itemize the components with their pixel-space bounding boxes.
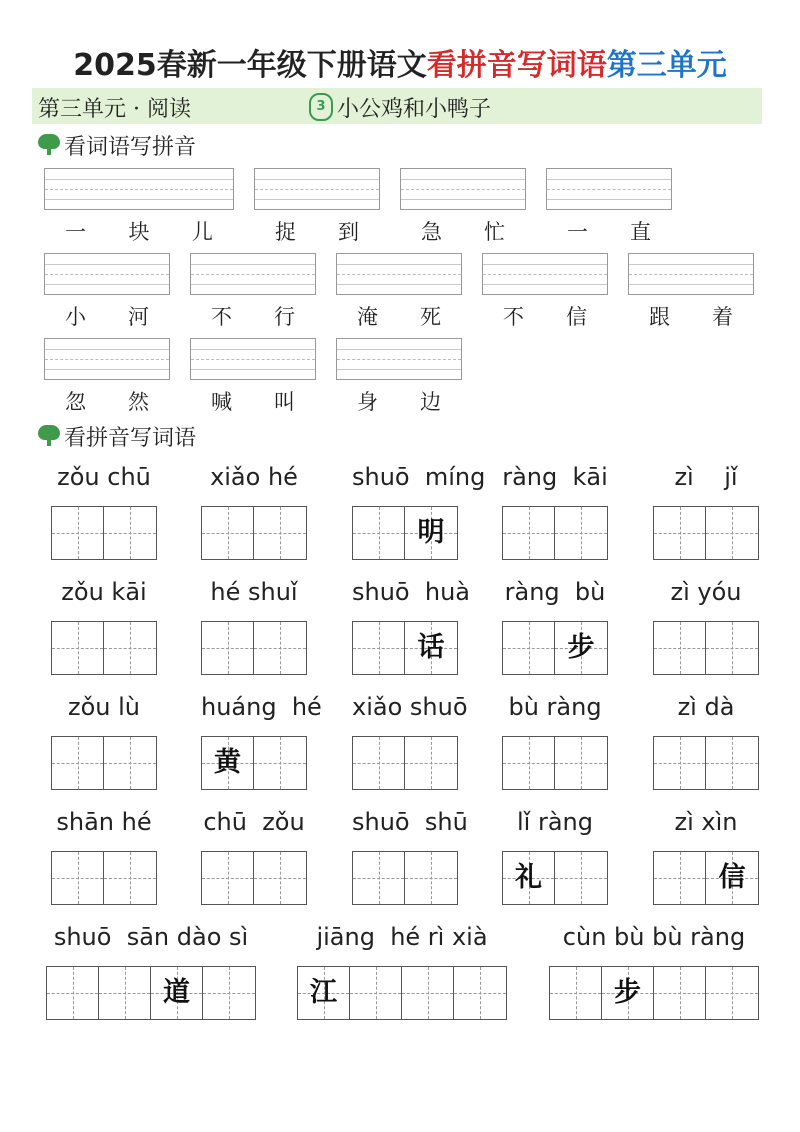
pinyin-label: chū zǒu — [203, 808, 305, 836]
word-character: 行 — [274, 305, 295, 329]
pinyin-label: shuō míng — [352, 463, 486, 491]
character-cell[interactable] — [254, 622, 306, 674]
given-character: 明 — [417, 517, 445, 548]
word-character: 直 — [630, 220, 651, 244]
pinyin-writing-box[interactable] — [400, 168, 526, 210]
tree-icon — [38, 425, 60, 447]
character-cell[interactable] — [104, 507, 156, 559]
tianzige-grid — [352, 506, 458, 560]
character-cell[interactable] — [706, 622, 758, 674]
word-character: 一 — [567, 220, 588, 244]
word-character: 忽 — [65, 390, 86, 414]
character-cell[interactable] — [353, 507, 405, 559]
character-cell[interactable] — [254, 507, 306, 559]
word-character: 河 — [128, 305, 149, 329]
tianzige-grid — [352, 736, 458, 790]
character-cell[interactable] — [202, 852, 254, 904]
word-character: 块 — [128, 220, 150, 244]
tianzige-grid — [653, 736, 759, 790]
tianzige-grid — [502, 851, 608, 905]
pinyin-label: shuō shū — [352, 808, 468, 836]
given-character: 黄 — [214, 747, 241, 778]
tianzige-grid — [653, 851, 759, 905]
character-cell[interactable] — [298, 967, 350, 1019]
tree-icon — [38, 134, 60, 156]
pinyin-writing-box[interactable] — [190, 253, 316, 295]
pinyin-label: lǐ ràng — [517, 808, 593, 836]
pinyin-label: hé shuǐ — [210, 578, 298, 606]
given-character: 江 — [310, 977, 337, 1008]
character-cell[interactable] — [550, 967, 602, 1019]
pinyin-label: jiāng hé rì xià — [316, 923, 488, 951]
pinyin-label: zǒu kāi — [61, 578, 147, 606]
given-character: 信 — [718, 862, 746, 893]
pinyin-label: zì yóu — [670, 578, 742, 606]
character-cell[interactable] — [353, 737, 405, 789]
pinyin-label: zǒu chū — [57, 463, 151, 491]
tianzige-grid — [502, 736, 608, 790]
word-character: 到 — [338, 220, 359, 244]
character-cell[interactable] — [52, 852, 104, 904]
word-character: 忙 — [484, 220, 505, 244]
given-character: 话 — [417, 632, 445, 663]
pinyin-writing-box[interactable] — [190, 338, 316, 380]
character-cell[interactable] — [104, 737, 156, 789]
character-cell[interactable] — [52, 737, 104, 789]
word-character: 喊 — [211, 390, 232, 414]
word-character: 淹 — [357, 305, 378, 329]
pinyin-label: shuō sān dào sì — [53, 923, 249, 951]
tianzige-grid — [51, 621, 157, 675]
character-cell[interactable] — [254, 852, 306, 904]
given-character: 礼 — [515, 862, 542, 893]
pinyin-label: shān hé — [56, 808, 152, 836]
word-character: 信 — [566, 305, 587, 329]
tianzige-grid — [502, 621, 608, 675]
pinyin-writing-box[interactable] — [482, 253, 608, 295]
pinyin-label: ràng kāi — [502, 463, 608, 491]
pinyin-writing-box[interactable] — [336, 253, 462, 295]
pinyin-label: shuō huà — [352, 578, 470, 606]
character-cell[interactable] — [503, 507, 555, 559]
character-cell[interactable] — [555, 737, 607, 789]
lesson-title: 小公鸡和小鸭子 — [337, 97, 492, 122]
character-cell[interactable] — [654, 737, 706, 789]
character-cell[interactable] — [350, 967, 402, 1019]
pinyin-label: zì jǐ — [674, 463, 738, 491]
character-cell[interactable] — [706, 507, 758, 559]
character-cell[interactable] — [99, 967, 151, 1019]
title-topic: 看拼音写词语 — [426, 48, 607, 83]
word-character: 一 — [65, 220, 87, 244]
pinyin-writing-box[interactable] — [254, 168, 380, 210]
word-character: 急 — [421, 220, 442, 244]
character-cell[interactable] — [405, 507, 457, 559]
word-character: 叫 — [274, 390, 295, 414]
character-cell[interactable] — [405, 852, 457, 904]
character-cell[interactable] — [503, 737, 555, 789]
tianzige-grid — [201, 506, 307, 560]
tianzige-grid — [352, 621, 458, 675]
character-cell[interactable] — [602, 967, 654, 1019]
character-cell[interactable] — [202, 622, 254, 674]
word-character: 死 — [420, 305, 441, 329]
character-cell[interactable] — [654, 507, 706, 559]
character-cell[interactable] — [47, 967, 99, 1019]
character-cell[interactable] — [353, 852, 405, 904]
section-pinyin-to-words: 看拼音写词语 — [64, 426, 197, 451]
title-grade: 2025春新一年级下册语文 — [73, 48, 427, 83]
page-title — [0, 40, 800, 84]
word-character: 然 — [128, 390, 149, 414]
pinyin-label: zǒu lù — [68, 693, 140, 721]
pinyin-writing-box[interactable] — [44, 253, 170, 295]
character-cell[interactable] — [654, 852, 706, 904]
tianzige-grid — [502, 506, 608, 560]
character-cell[interactable] — [202, 737, 254, 789]
character-cell[interactable] — [405, 622, 457, 674]
character-cell[interactable] — [254, 737, 306, 789]
character-cell[interactable] — [405, 737, 457, 789]
character-cell[interactable] — [402, 967, 454, 1019]
pinyin-label: xiǎo shuō — [352, 693, 468, 721]
pinyin-label: huáng hé — [201, 693, 322, 721]
word-character: 小 — [65, 305, 86, 329]
tianzige-grid — [51, 736, 157, 790]
character-cell[interactable] — [52, 507, 104, 559]
tianzige-grid — [653, 506, 759, 560]
tianzige-grid — [549, 966, 759, 1020]
tianzige-grid — [46, 966, 256, 1020]
word-character: 着 — [712, 305, 733, 329]
character-cell[interactable] — [555, 852, 607, 904]
character-cell[interactable] — [104, 852, 156, 904]
word-character: 身 — [357, 390, 378, 414]
pinyin-writing-box[interactable] — [44, 338, 170, 380]
tianzige-grid — [201, 621, 307, 675]
word-character: 儿 — [191, 220, 213, 244]
pinyin-writing-box[interactable] — [628, 253, 754, 295]
character-cell[interactable] — [203, 967, 255, 1019]
tianzige-grid — [51, 506, 157, 560]
pinyin-label: xiǎo hé — [210, 463, 298, 491]
pinyin-label: zì xìn — [674, 808, 738, 836]
pinyin-label: zì dà — [677, 693, 735, 721]
character-cell[interactable] — [52, 622, 104, 674]
character-cell[interactable] — [706, 967, 758, 1019]
tianzige-grid — [653, 621, 759, 675]
character-cell[interactable] — [503, 852, 555, 904]
banner-unit-label: 第三单元 · 阅读 — [38, 97, 191, 122]
word-character: 边 — [420, 390, 441, 414]
character-cell[interactable] — [202, 507, 254, 559]
character-cell[interactable] — [706, 737, 758, 789]
tianzige-grid — [51, 851, 157, 905]
character-cell[interactable] — [151, 967, 203, 1019]
character-cell[interactable] — [654, 622, 706, 674]
pinyin-writing-box[interactable] — [546, 168, 672, 210]
character-cell[interactable] — [555, 622, 607, 674]
character-cell[interactable] — [555, 507, 607, 559]
given-character: 步 — [567, 632, 595, 663]
pinyin-label: cùn bù bù ràng — [562, 923, 746, 951]
word-character: 不 — [503, 305, 524, 329]
unit-banner — [32, 88, 762, 124]
tianzige-grid — [352, 851, 458, 905]
tianzige-grid — [201, 736, 307, 790]
word-character: 捉 — [275, 220, 296, 244]
character-cell[interactable] — [654, 967, 706, 1019]
pinyin-label: ràng bù — [504, 578, 606, 606]
tianzige-grid — [201, 851, 307, 905]
character-cell[interactable] — [503, 622, 555, 674]
character-cell[interactable] — [104, 622, 156, 674]
character-cell[interactable] — [706, 852, 758, 904]
section-words-to-pinyin: 看词语写拼音 — [64, 135, 197, 160]
character-cell[interactable] — [454, 967, 506, 1019]
pinyin-writing-box[interactable] — [44, 168, 234, 210]
given-character: 步 — [614, 977, 641, 1008]
pinyin-writing-box[interactable] — [336, 338, 462, 380]
title-unit: 第三单元 — [606, 48, 727, 83]
word-character: 跟 — [649, 305, 670, 329]
word-character: 不 — [211, 305, 232, 329]
character-cell[interactable] — [353, 622, 405, 674]
tianzige-grid — [297, 966, 507, 1020]
pinyin-label: bù ràng — [508, 693, 602, 721]
lesson-number-icon: 3 — [309, 93, 333, 121]
given-character: 道 — [163, 977, 190, 1008]
